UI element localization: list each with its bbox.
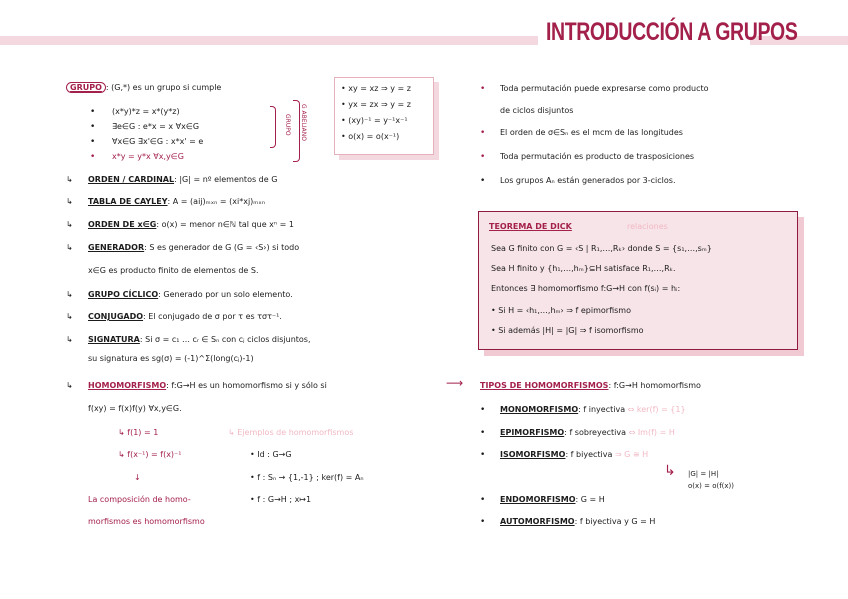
- right-bullet: •: [480, 176, 486, 186]
- tipo-mono: MONOMORFISMO: f inyectiva ⇔ ker(f) = {1}: [500, 405, 686, 414]
- tipo-epi: EPIMORFISMO: f sobreyectiva ⇔ Im(f) = H: [500, 428, 675, 437]
- tabla-line: TABLA DE CAYLEY: A = (aij)ₘₓₙ = (xi*xj)ₘₓₙ: [88, 197, 266, 206]
- arrow-bullet: ↳: [66, 335, 73, 344]
- axiom-4: x*y = y*x ∀x,y∈G: [112, 152, 184, 161]
- brace-grupo: [270, 106, 276, 148]
- iso-arrow-icon: ↳: [664, 463, 676, 479]
- right-bullet: •: [480, 152, 486, 162]
- arrow-bullet: ↳: [66, 381, 73, 390]
- tipo-iso: ISOMORFISMO: f biyectiva ⇒ G ≅ H: [500, 450, 649, 459]
- tipo-bullet: •: [480, 405, 486, 415]
- homo-prop-2: ↳ f(x⁻¹) = f(x)⁻¹: [118, 450, 182, 459]
- orden-line: ORDEN / CARDINAL: |G| = nº elementos de G: [88, 175, 278, 184]
- conjugado-line: CONJUGADO: El conjugado de σ por τ es τστ⁻¹.: [88, 312, 282, 321]
- tipo-endo: ENDOMORFISMO: G = H: [500, 495, 605, 504]
- right-bullet-4: Los grupos Aₙ están generados por 3-ciclos.: [500, 176, 676, 185]
- dick-theorem-box: [478, 211, 798, 350]
- label-abeliano: G ABELIANO: [300, 104, 307, 141]
- dick-title: TEOREMA DE DICK: [489, 222, 572, 231]
- tipo-bullet: •: [480, 495, 486, 505]
- dick-line-3: Entonces ∃ homomorfismo f:G→H con f(sᵢ) = hᵢ:: [491, 284, 681, 293]
- tipo-bullet: •: [480, 428, 486, 438]
- label-grupo: GRUPO: [284, 114, 291, 136]
- tipo-auto: AUTOMORFISMO: f biyectiva y G = H: [500, 517, 656, 526]
- right-bullet: •: [480, 128, 486, 138]
- axiom-3: ∀x∈G ∃x'∈G : x*x' = e: [112, 137, 204, 146]
- down-arrow: ↓: [134, 473, 141, 482]
- property-item: • yx = zx ⇒ y = z: [341, 100, 411, 109]
- arrow-bullet: ↳: [66, 312, 73, 321]
- ciclico-line: GRUPO CÍCLICO: Generado por un solo elemento.: [88, 290, 293, 299]
- axiom-bullet: •: [90, 152, 96, 162]
- right-bullet: •: [480, 84, 486, 94]
- dick-line-2: Sea H finito y {h₁,…,hₘ}⊆H satisface R₁,…,Rₖ.: [491, 264, 676, 273]
- ejemplo-1: • Id : G→G: [250, 450, 292, 459]
- iso-prop-1: |G| = |H|: [688, 470, 719, 478]
- title-band-left: [0, 36, 538, 45]
- iso-prop-2: o(x) = o(f(x)): [688, 482, 735, 490]
- signatura-line-2: su signatura es sg(σ) = (-1)^Σ(long(cⱼ)-1): [88, 354, 254, 363]
- relaciones-note: relaciones: [627, 222, 668, 231]
- tipos-title-line: TIPOS DE HOMOMORFISMOS: f:G→H homomorfismo: [480, 381, 701, 390]
- dick-case-1: • Si H = ‹h₁,…,hₘ› ⇒ f epimorfismo: [491, 306, 631, 315]
- right-bullet-1b: de ciclos disjuntos: [500, 106, 574, 115]
- page-title: INTRODUCCIÓN A GRUPOS: [546, 18, 798, 46]
- generador-line-2: x∈G es producto finito de elementos de S.: [88, 266, 259, 275]
- composicion-line-2: morfismos es homomorfismo: [88, 517, 205, 526]
- axiom-bullet: •: [90, 107, 96, 117]
- properties-box: [334, 77, 434, 155]
- property-item: • xy = xz ⇒ y = z: [341, 84, 411, 93]
- axiom-bullet: •: [90, 122, 96, 132]
- arrow-bullet: ↳: [66, 175, 73, 184]
- axiom-bullet: •: [90, 137, 96, 147]
- ejemplo-2: • f : Sₙ → {1,-1} ; ker(f) = Aₙ: [250, 473, 364, 482]
- tipo-bullet: •: [480, 517, 486, 527]
- right-bullet-3: Toda permutación es producto de trasposiciones: [500, 152, 695, 161]
- brace-abeliano: [293, 100, 300, 162]
- axiom-1: (x*y)*z = x*(y*z): [112, 107, 180, 116]
- right-bullet-2: El orden de σ∈Sₙ es el mcm de las longitudes: [500, 128, 683, 137]
- ejemplo-3: • f : G→H ; x↦1: [250, 495, 312, 504]
- ejemplos-title: ↳ Ejemplos de homomorfismos: [228, 428, 354, 437]
- property-item: • (xy)⁻¹ = y⁻¹x⁻¹: [341, 116, 408, 125]
- right-arrow-icon: ⟶: [446, 376, 464, 390]
- arrow-bullet: ↳: [66, 290, 73, 299]
- grupo-definition: GRUPO : (G,*) es un grupo si cumple: [66, 83, 221, 93]
- property-item: • o(x) = o(x⁻¹): [341, 132, 400, 141]
- arrow-bullet: ↳: [66, 243, 73, 252]
- grupo-term: GRUPO: [66, 82, 106, 93]
- dick-line-1: Sea G finito con G = ‹S | R₁,…,Rₖ› donde S = {s₁,…,sₘ}: [491, 244, 712, 253]
- homo-line-2: f(xy) = f(x)f(y) ∀x,y∈G.: [88, 404, 182, 413]
- composicion-line-1: La composición de homo-: [88, 495, 191, 504]
- orden-x-line: ORDEN DE x∈G: o(x) = menor n∈ℕ tal que xⁿ = 1: [88, 220, 294, 229]
- dick-case-2: • Si además |H| = |G| ⇒ f isomorfismo: [491, 326, 644, 335]
- axiom-2: ∃e∈G : e*x = x ∀x∈G: [112, 122, 200, 131]
- right-bullet-1a: Toda permutación puede expresarse como producto: [500, 84, 709, 93]
- arrow-bullet: ↳: [66, 197, 73, 206]
- arrow-bullet: ↳: [66, 220, 73, 229]
- homo-prop-1: ↳ f(1) = 1: [118, 428, 159, 437]
- generador-line: GENERADOR: S es generador de G (G = ‹S›) si todo: [88, 243, 300, 252]
- signatura-line: SIGNATURA: Si σ = c₁ … cᵣ ∈ Sₙ con cⱼ ciclos disjuntos,: [88, 335, 311, 344]
- homo-line: HOMOMORFISMO: f:G→H es un homomorfismo si y sólo si: [88, 381, 327, 390]
- tipo-bullet: •: [480, 450, 486, 460]
